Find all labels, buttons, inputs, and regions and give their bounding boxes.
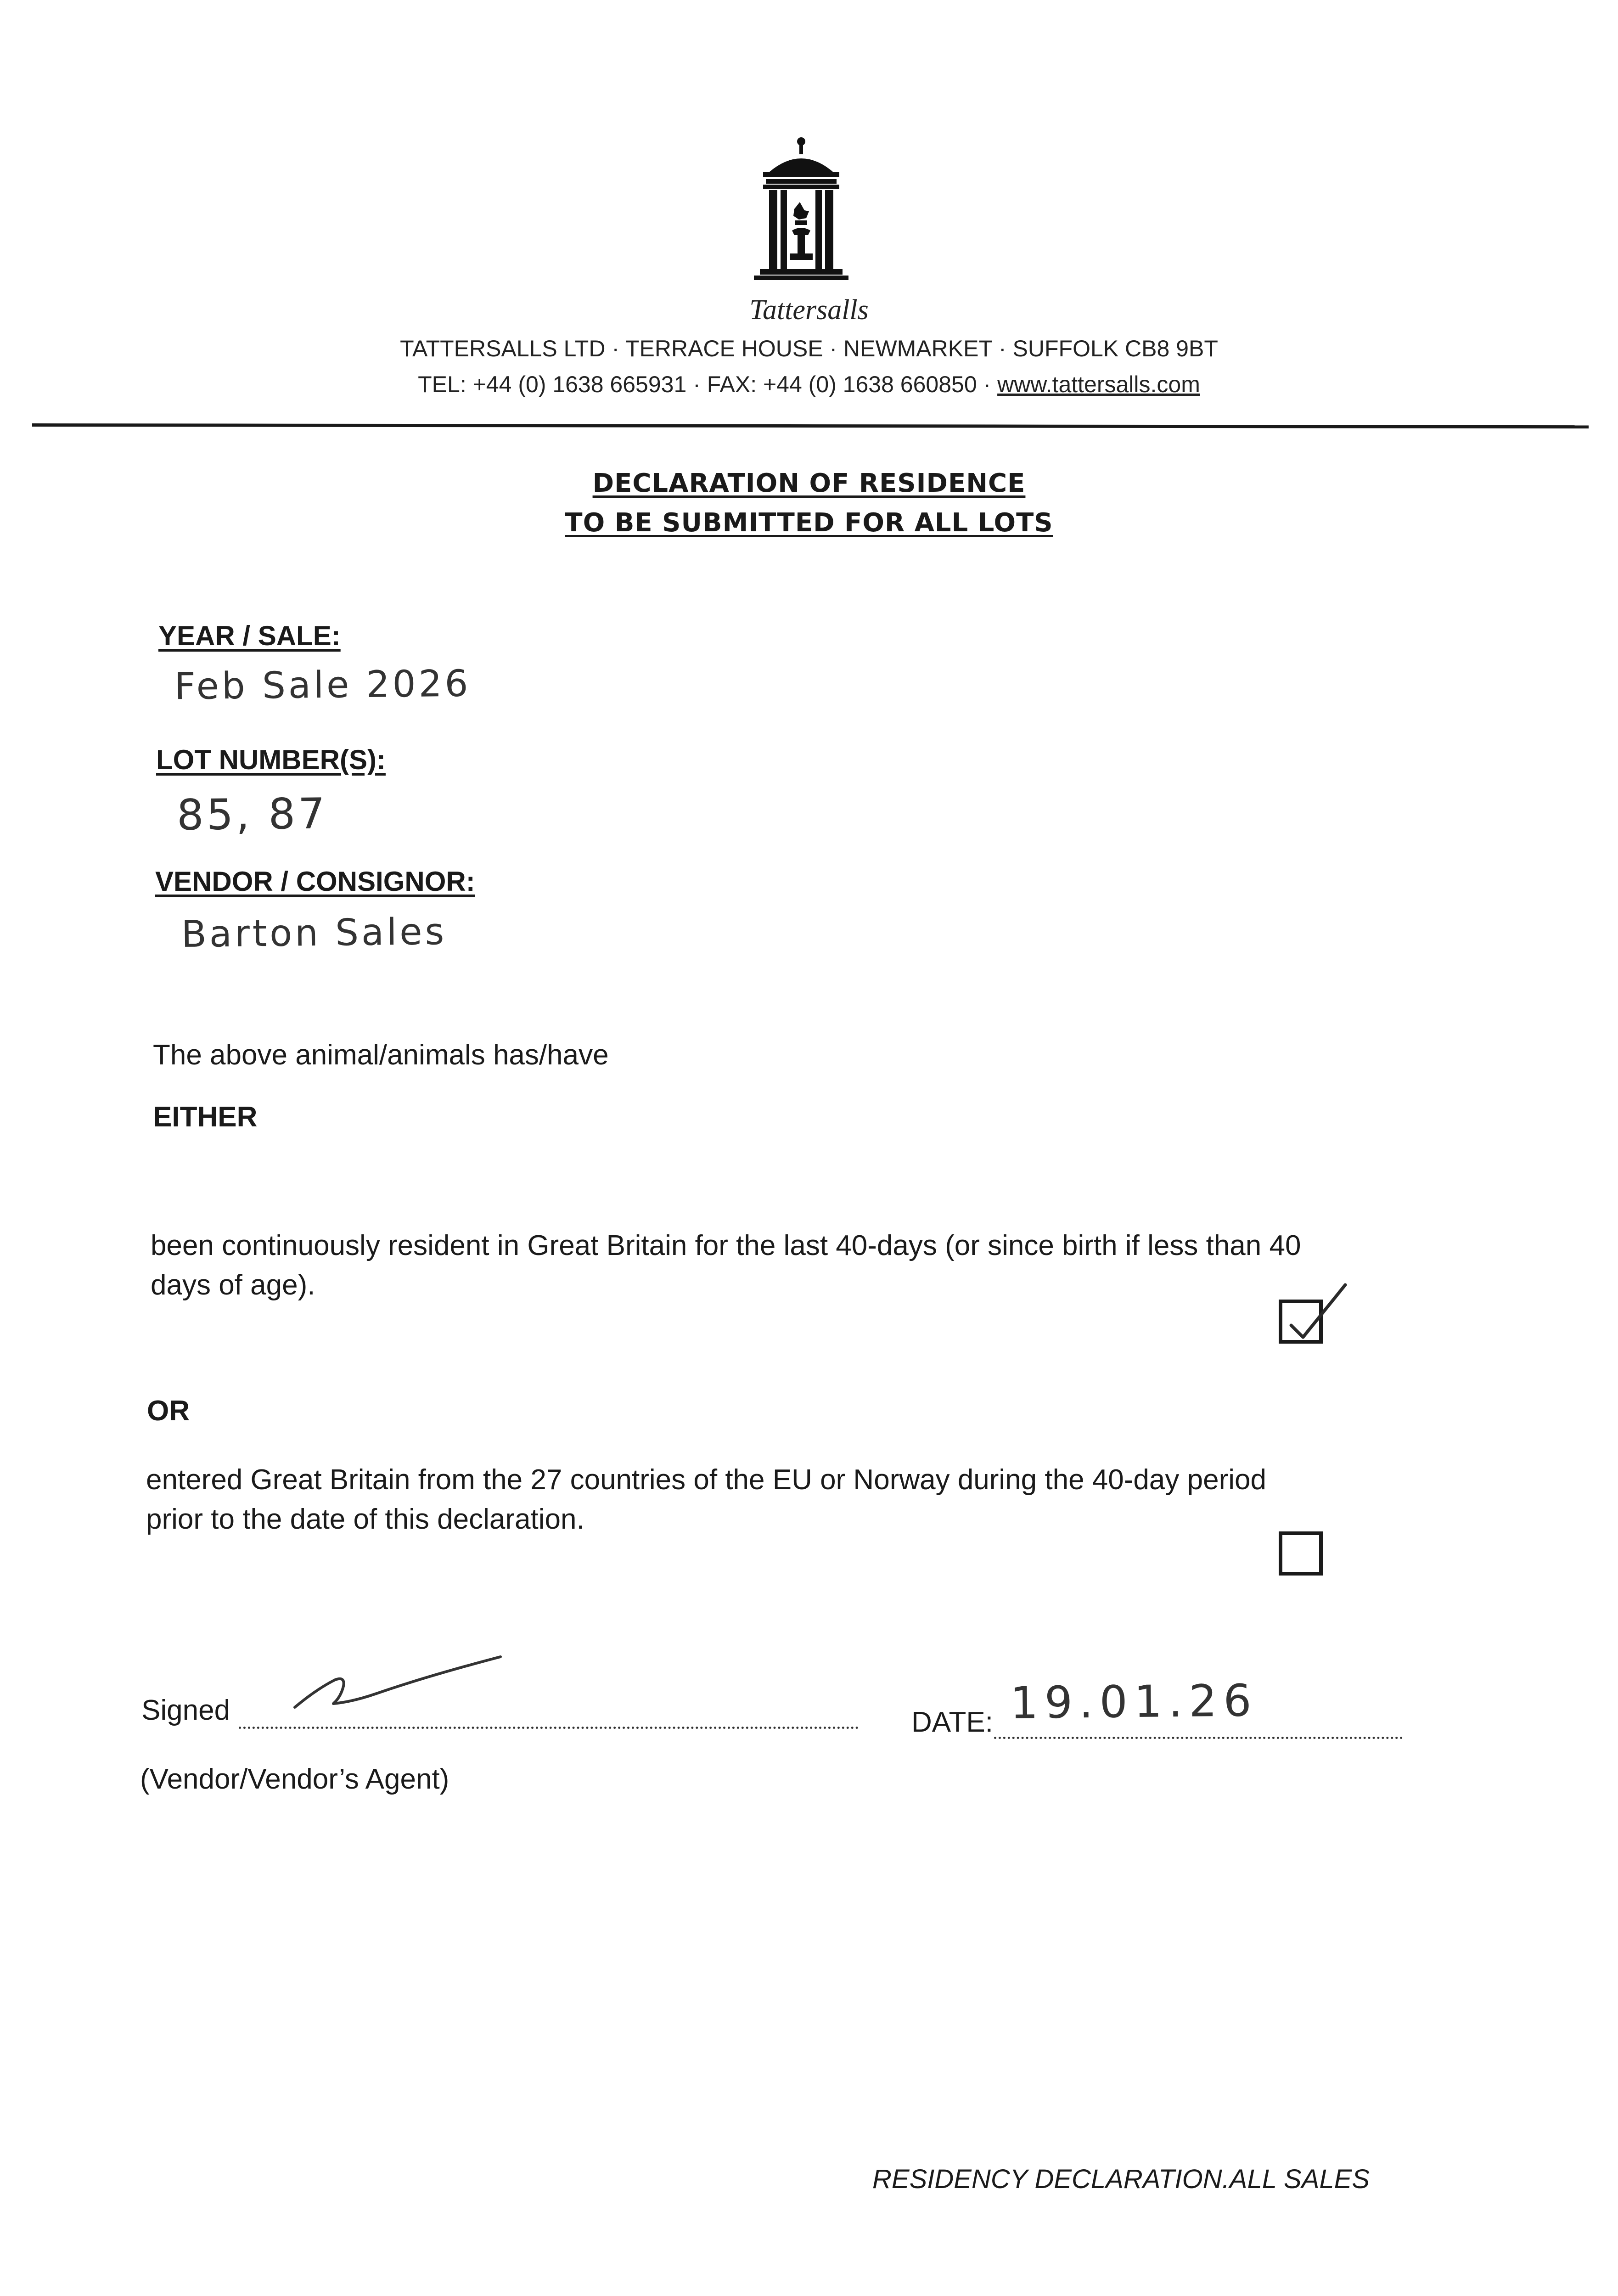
lot-numbers-value[interactable]: 85, 87 bbox=[176, 789, 328, 840]
option2-text bbox=[146, 1460, 1478, 1539]
option2-checkbox[interactable] bbox=[1279, 1531, 1323, 1576]
year-sale-label: YEAR / SALE: bbox=[158, 620, 341, 651]
header-divider bbox=[32, 423, 1589, 428]
date-line[interactable] bbox=[994, 1737, 1403, 1739]
option2-line1: entered Great Britain from the 27 countries of the EU or Norway during the 40-day period bbox=[146, 1464, 1266, 1496]
option1-line1: been continuously resident in Great Britain for the last 40-days (or since birth if less than 40 bbox=[151, 1230, 1301, 1261]
option2-line2: prior to the date of this declaration. bbox=[146, 1503, 584, 1535]
vendor-value[interactable]: Barton Sales bbox=[181, 910, 447, 956]
declaration-intro: The above animal/animals has/have bbox=[153, 1039, 609, 1071]
company-contact bbox=[0, 371, 1618, 398]
form-subtitle: TO BE SUBMITTED FOR ALL LOTS bbox=[565, 508, 1053, 538]
lot-numbers-label: LOT NUMBER(S): bbox=[156, 744, 386, 775]
tattersalls-logo bbox=[725, 133, 877, 294]
form-title: DECLARATION OF RESIDENCE bbox=[592, 468, 1026, 498]
date-label: DATE: bbox=[911, 1706, 993, 1738]
year-sale-value[interactable]: Feb Sale 2026 bbox=[174, 662, 471, 708]
website-link[interactable]: www.tattersalls.com bbox=[997, 371, 1200, 397]
contact-numbers: TEL: +44 (0) 1638 665931 · FAX: +44 (0) 1638 660850 · bbox=[418, 371, 998, 397]
signed-label: Signed bbox=[141, 1694, 230, 1726]
either-label: EITHER bbox=[153, 1101, 258, 1133]
signature-line[interactable] bbox=[239, 1727, 859, 1729]
form-footer: RESIDENCY DECLARATION.ALL SALES bbox=[872, 2164, 1370, 2194]
brand-name: Tattersalls bbox=[749, 294, 869, 326]
handwritten-signature bbox=[289, 1653, 505, 1717]
vendor-label: VENDOR / CONSIGNOR: bbox=[155, 866, 475, 897]
checkmark-icon bbox=[1276, 1281, 1354, 1350]
option1-line2: days of age). bbox=[151, 1269, 315, 1301]
or-label: OR bbox=[147, 1395, 190, 1427]
date-value[interactable]: 19.01.26 bbox=[1010, 1675, 1258, 1729]
company-address: TATTERSALLS LTD · TERRACE HOUSE · NEWMARKET · SUFFOLK CB8 9BT bbox=[400, 336, 1218, 361]
signer-role: (Vendor/Vendor’s Agent) bbox=[140, 1763, 449, 1795]
